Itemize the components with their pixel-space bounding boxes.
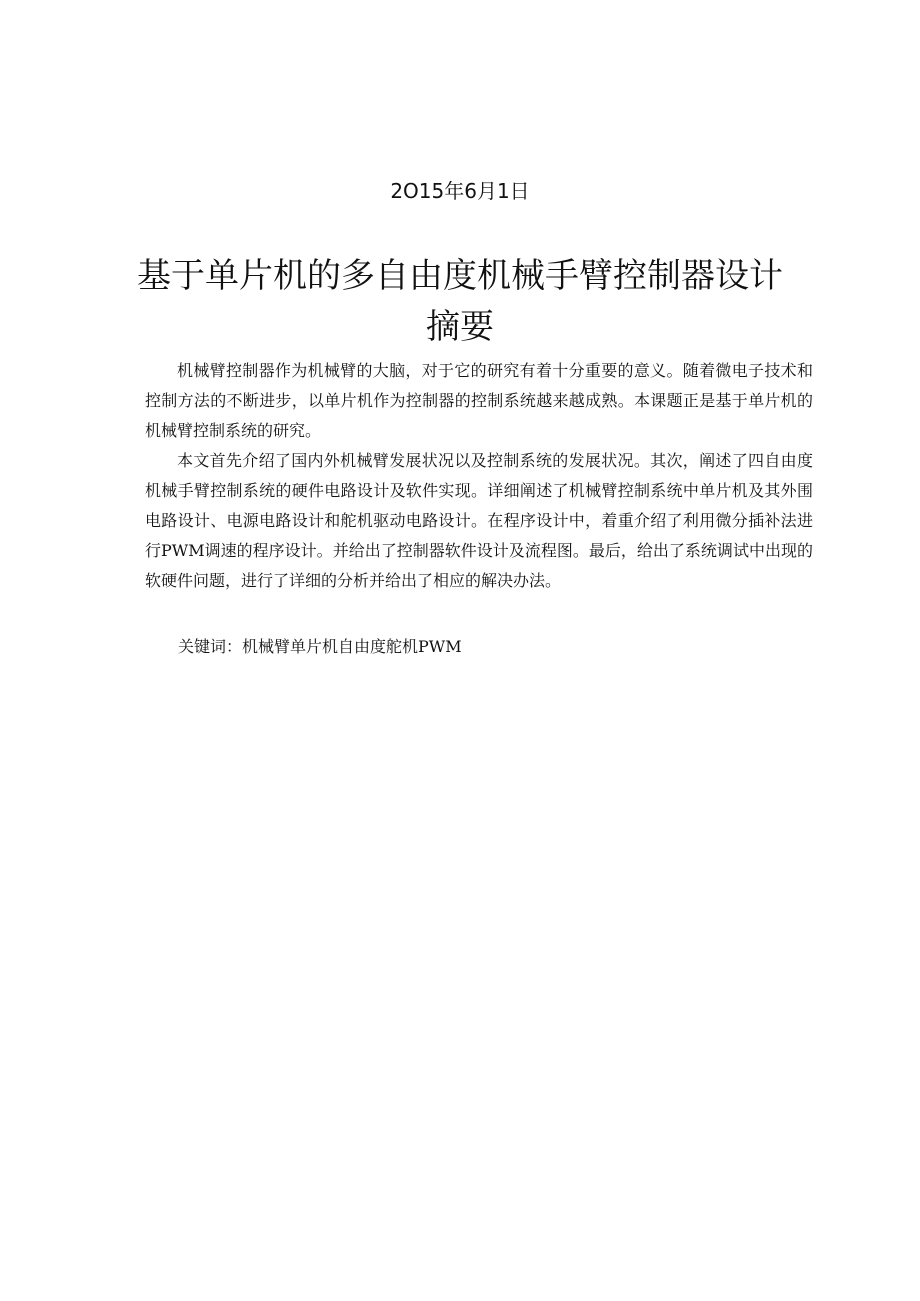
abstract-body [145,356,813,596]
keywords-line: 关键词：机械臂单片机自由度舵机PWM [178,637,462,656]
abstract-paragraph: 机械臂控制器作为机械臂的大脑，对于它的研究有着十分重要的意义。随着微电子技术和控制方法的不断进步，以单片机作为控制器的控制系统越来越成熟。本课题正是基于单片机的机械臂控制系统的研究。 [145,361,813,440]
document-title: 基于单片机的多自由度机械手臂控制器设计 [137,256,783,296]
document-date: 2O15年6月1日 [390,179,530,203]
abstract-paragraph: 本文首先介绍了国内外机械臂发展状况以及控制系统的发展状况。其次，阐述了四自由度机械手臂控制系统的硬件电路设计及软件实现。详细阐述了机械臂控制系统中单片机及其外围电路设计、电源电路设计和舵机驱动电路设计。在程序设计中，着重介绍了利用微分插补法进行PWM调速的程序设计。并给出了控制器软件设计及流程图。最后，给出了系统调试中出现的软硬件问题，进行了详细的分析并给出了相应的解决办法。 [145,451,813,590]
abstract-heading: 摘要 [426,307,494,347]
